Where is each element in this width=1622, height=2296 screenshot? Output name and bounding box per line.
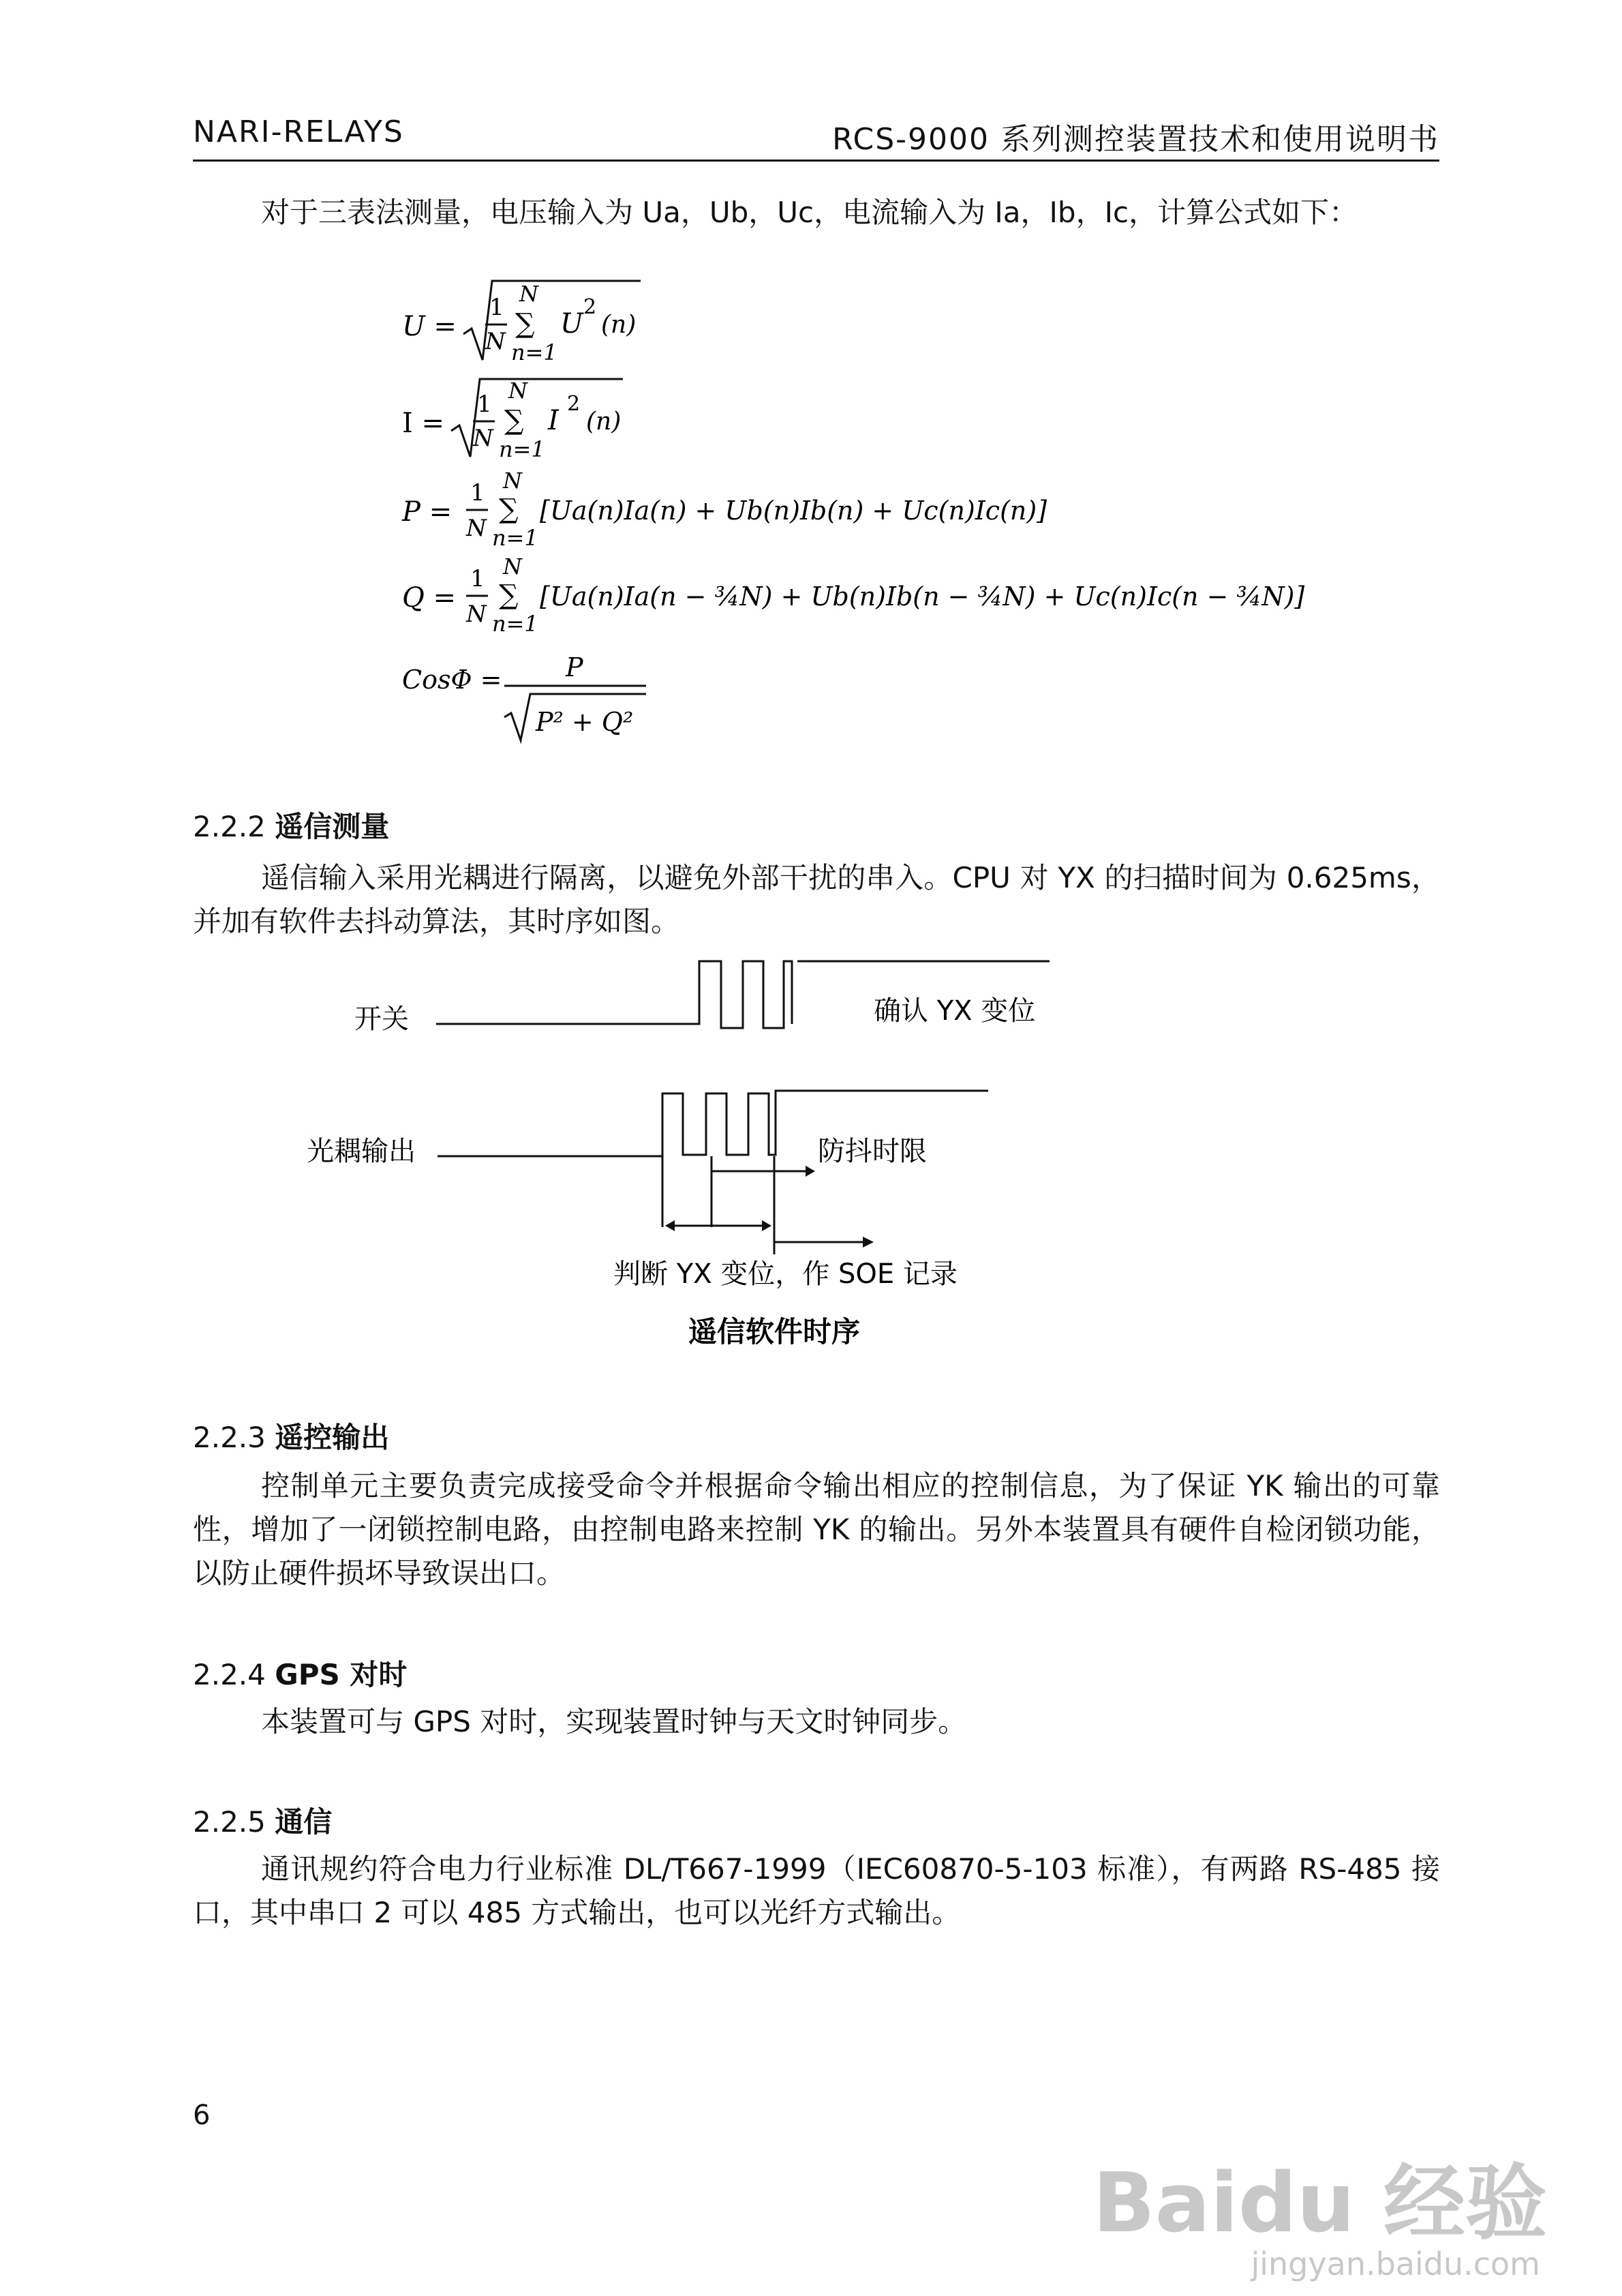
i-n1: n=1: [499, 436, 545, 462]
u-N: N: [485, 328, 506, 355]
section-225-text: 通讯规约符合电力行业标准 DL/T667-1999（IEC60870-5-103 标准），有两路 RS-485 接口，其中串口 2 可以 485 方式输出，也可以光纤方式输出。: [193, 1852, 1440, 1929]
switch-signal: [436, 961, 792, 1028]
section-number: 2.2.2: [193, 810, 266, 843]
p-N: N: [466, 515, 487, 542]
i-sum-N: N: [508, 378, 527, 404]
i-one: 1: [477, 391, 492, 418]
watermark-url: jingyan.baidu.com: [1251, 2246, 1540, 2282]
q-sum-N: N: [503, 554, 522, 579]
section-number: 2.2.3: [193, 1421, 266, 1454]
section-224-text: 本装置可与 GPS 对时，实现装置时钟与天文时钟同步。: [261, 1705, 967, 1738]
section-224-heading: [193, 1652, 407, 1693]
cos-den: P² + Q²: [536, 707, 634, 737]
section-number: 2.2.4: [193, 1658, 266, 1691]
u-sum: ∑: [515, 308, 535, 339]
p-sum: ∑: [499, 494, 519, 525]
p-sum-N: N: [503, 468, 522, 494]
section-number: 2.2.5: [193, 1805, 266, 1839]
header-left: NARI-RELAYS: [193, 115, 404, 149]
p-body: [Ua(n)Ia(n) + Ub(n)Ib(n) + Uc(n)Ic(n)]: [540, 496, 1047, 526]
intro-paragraph: 对于三表法测量，电压输入为 Ua，Ub，Uc，电流输入为 Ia，Ib，Ic，计算公式如下：: [261, 196, 1358, 229]
i-sq: 2: [567, 392, 581, 416]
formula-block: [0, 0, 1622, 764]
q-body: [Ua(n)Ia(n − ¾N) + Ub(n)Ib(n − ¾N) + Uc(n)Ic(n − ¾N)]: [540, 581, 1305, 611]
u-lhs: U =: [402, 311, 457, 342]
debounce-arrowhead: [806, 1166, 815, 1177]
u-term: U: [560, 308, 583, 339]
cos-num: P: [566, 652, 583, 682]
section-title: 遥信测量: [275, 810, 390, 843]
section-222-text: 遥信输入采用光耦进行隔离，以避免外部干扰的串入。CPU 对 YX 的扫描时间为 0.625ms，并加有软件去抖动算法，其时序如图。: [193, 861, 1440, 938]
p-one: 1: [470, 479, 485, 507]
switch-label: 开关: [354, 1003, 409, 1035]
u-sq: 2: [583, 295, 597, 319]
optical-label: 光耦输出: [307, 1136, 416, 1167]
page-number: 6: [193, 2100, 211, 2131]
p-n1: n=1: [492, 525, 538, 551]
section-title: 遥控输出: [275, 1421, 390, 1454]
timing-diagram: [0, 941, 1622, 1377]
section-223-heading: [193, 1415, 389, 1456]
section-title: GPS 对时: [275, 1658, 408, 1691]
q-lhs: Q =: [402, 582, 457, 614]
header-right: RCS-9000 系列测控装置技术和使用说明书: [832, 122, 1439, 157]
q-sum: ∑: [499, 579, 519, 611]
q-n1: n=1: [492, 611, 538, 637]
u-arg: (n): [601, 311, 637, 339]
section-title: 通信: [275, 1805, 333, 1839]
section-225-heading: [193, 1800, 332, 1841]
q-N: N: [466, 601, 487, 628]
u-n1: n=1: [511, 339, 557, 365]
diagram-caption: 遥信软件时序: [688, 1315, 861, 1348]
debounce-label: 防抖时限: [818, 1136, 927, 1167]
cos-lhs: CosΦ =: [402, 665, 502, 695]
section-222-heading: [193, 804, 389, 845]
u-sum-N: N: [519, 281, 538, 307]
u-one: 1: [489, 294, 504, 321]
section-223-text: 控制单元主要负责完成接受命令并根据命令输出相应的控制信息，为了保证 YK 输出的可靠性，增加了一闭锁控制电路，由控制电路来控制 YK 的输出。另外本装置具有硬件自检闭锁功能，以防止硬件损坏导致误出口。: [193, 1469, 1440, 1590]
confirm-label: 确认 YX 变位: [874, 995, 1036, 1027]
judge-label: 判断 YX 变位，作 SOE 记录: [613, 1258, 958, 1290]
i-N: N: [473, 425, 493, 452]
i-sum: ∑: [504, 405, 524, 436]
p-lhs: P =: [402, 496, 453, 528]
i-term: I: [548, 405, 559, 436]
i-arg: (n): [586, 408, 622, 436]
q-one: 1: [470, 565, 485, 592]
i-lhs: I =: [402, 408, 445, 439]
watermark-logo: Baidu 经验: [1092, 2156, 1547, 2251]
